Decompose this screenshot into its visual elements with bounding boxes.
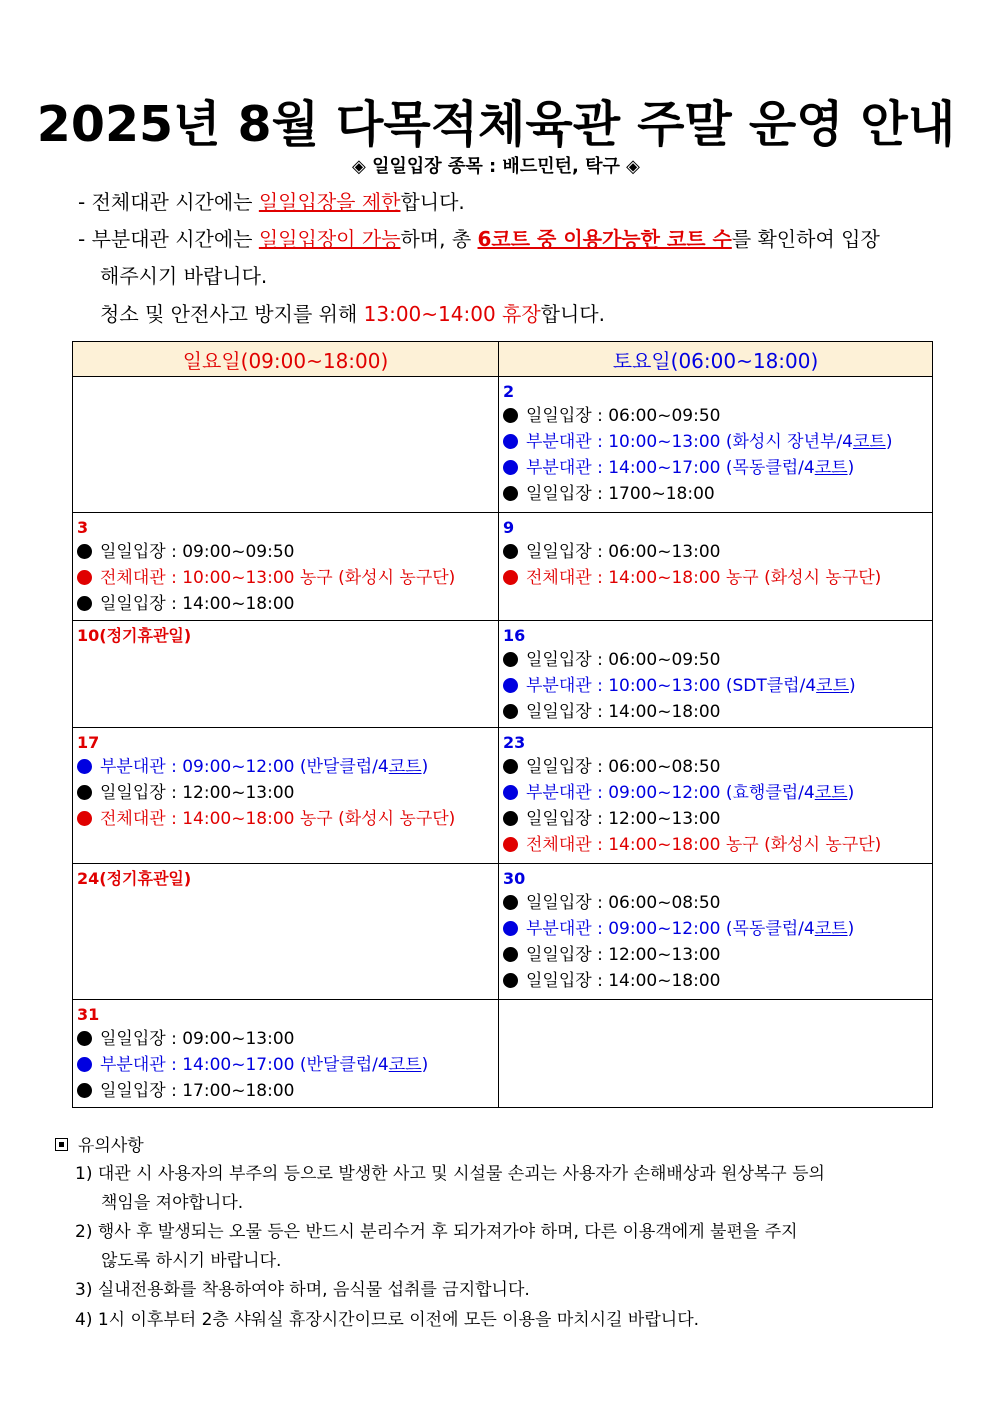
event-text: 일일입장 : 09:00~09:50 [100, 542, 295, 562]
event-text: 일일입장 : 12:00~13:00 [100, 783, 295, 803]
schedule-event [77, 780, 494, 806]
day-number: 17 [77, 733, 100, 752]
event-text: 일일입장 : 14:00~18:00 [526, 702, 721, 722]
event-text: 부분대관 : 10:00~13:00 (SDT클럽/4 [526, 676, 817, 696]
event-text: 부분대관 : 10:00~13:00 (화성시 장년부/4 [526, 432, 853, 452]
subtitle: ◈ 일일입장 종목 : 배드민턴, 탁구 ◈ [352, 156, 640, 177]
event-court-text: 코트 [816, 676, 849, 696]
schedule-event [77, 1026, 494, 1052]
event-text-end: ) [849, 676, 856, 696]
bullet-dot-icon [77, 596, 92, 611]
event-text: 일일입장 : 17:00~18:00 [100, 1081, 295, 1101]
event-court-text: 코트 [814, 919, 848, 939]
schedule-event [77, 1052, 494, 1078]
schedule-event [77, 1078, 494, 1104]
page-title: 2025년 8월 다목적체육관 주말 운영 안내 [36, 96, 956, 153]
sunday-cell [73, 377, 499, 513]
notice-text: - 부분대관 시간에는 [78, 227, 259, 251]
bullet-dot-icon [503, 921, 518, 936]
note-item-continued: 책임을 져야합니다. [101, 1193, 244, 1213]
schedule-table [72, 341, 933, 1108]
schedule-event [503, 699, 928, 725]
event-text: 일일입장 : 1700~18:00 [526, 484, 715, 504]
notes-heading [55, 1133, 952, 1159]
bullet-dot-icon [503, 811, 518, 826]
bullet-dot-icon [77, 1031, 92, 1046]
event-text: 부분대관 : 14:00~17:00 (반달클럽/4 [100, 1055, 389, 1075]
bullet-dot-icon [503, 895, 518, 910]
notice-text: - 전체대관 시간에는 [78, 190, 259, 214]
schedule-event [503, 647, 928, 673]
sunday-cell [73, 513, 499, 621]
event-text: 부분대관 : 14:00~17:00 (목동클럽/4 [526, 458, 815, 478]
saturday-cell [499, 864, 933, 1000]
sunday-cell [73, 1000, 499, 1108]
bullet-dot-icon [503, 652, 518, 667]
event-text-end: ) [847, 458, 855, 478]
notes-section [55, 1133, 952, 1335]
schedule-event [503, 942, 928, 968]
schedule-event [503, 403, 928, 429]
note-item-continued: 않도록 하시기 바랍니다. [101, 1251, 282, 1271]
bullet-dot-icon [77, 1057, 92, 1072]
schedule-event [77, 591, 494, 617]
event-text: 전체대관 : 10:00~13:00 농구 (화성시 농구단) [100, 568, 456, 588]
event-text-end: ) [885, 432, 893, 452]
table-header-row [73, 342, 933, 377]
event-text: 일일입장 : 14:00~18:00 [526, 971, 721, 991]
day-number: 2 [503, 382, 515, 401]
schedule-event [503, 806, 928, 832]
bullet-dot-icon [503, 704, 518, 719]
day-number: 23 [503, 733, 526, 752]
bullet-dot-icon [503, 759, 518, 774]
day-number: 31 [77, 1005, 100, 1024]
bullet-dot-icon [503, 678, 518, 693]
saturday-cell [499, 513, 933, 621]
note-item: 1) 대관 시 사용자의 부주의 등으로 발생한 사고 및 시설물 손괴는 사용자가 손해배상과 원상복구 등의 [75, 1164, 825, 1184]
notice-text: 합니다. [540, 302, 605, 326]
bullet-dot-icon [77, 785, 92, 800]
sunday-cell [73, 728, 499, 864]
schedule-event [77, 806, 494, 832]
sunday-cell [73, 864, 499, 1000]
event-text: 일일입장 : 06:00~13:00 [526, 542, 721, 562]
bullet-dot-icon [77, 570, 92, 585]
note-item: 3) 실내전용화를 착용하여야 하며, 음식물 섭취를 금지합니다. [75, 1280, 530, 1300]
sunday-cell [73, 621, 499, 728]
day-number: 9 [503, 518, 515, 537]
notice-line-2 [78, 223, 942, 252]
schedule-event [77, 754, 494, 780]
bullet-dot-icon [503, 460, 518, 475]
day-number: 24(정기휴관일) [77, 869, 192, 888]
event-text: 전체대관 : 14:00~18:00 농구 (화성시 농구단) [526, 835, 882, 855]
schedule-event [503, 539, 928, 565]
bullet-dot-icon [77, 811, 92, 826]
event-court-text: 코트 [814, 458, 848, 478]
saturday-cell [499, 621, 933, 728]
day-number: 30 [503, 869, 526, 888]
bullet-dot-icon [503, 837, 518, 852]
event-text-end: ) [847, 783, 855, 803]
schedule-event [503, 832, 928, 858]
header-sunday: 일요일(09:00~18:00) [73, 342, 499, 377]
notice-highlight: 13:00~14:00 휴장 [363, 302, 541, 326]
notice-line-1 [78, 186, 942, 215]
bullet-dot-icon [503, 785, 518, 800]
event-court-text: 코트 [852, 432, 886, 452]
bullet-dot-icon [503, 947, 518, 962]
event-text: 부분대관 : 09:00~12:00 (효행클럽/4 [526, 783, 815, 803]
saturday-cell [499, 728, 933, 864]
schedule-event [503, 780, 928, 806]
notice-highlight: 일일입장이 가능 [258, 227, 401, 251]
bullet-dot-icon [503, 544, 518, 559]
event-text: 일일입장 : 09:00~13:00 [100, 1029, 295, 1049]
schedule-event [503, 455, 928, 481]
bullet-dot-icon [503, 973, 518, 988]
event-text: 일일입장 : 06:00~09:50 [526, 406, 721, 426]
schedule-event [503, 481, 928, 507]
event-text: 일일입장 : 12:00~13:00 [526, 809, 721, 829]
event-text: 일일입장 : 14:00~18:00 [100, 594, 295, 614]
schedule-event [503, 890, 928, 916]
notice-highlight: 일일입장을 제한 [258, 190, 401, 214]
table-row [73, 864, 933, 1000]
bullet-dot-icon [77, 544, 92, 559]
bullet-dot-icon [503, 486, 518, 501]
schedule-event [503, 754, 928, 780]
notice-text: 를 확인하여 입장 [731, 227, 880, 251]
notice-line-4 [100, 298, 942, 327]
day-number: 3 [77, 518, 89, 537]
day-number: 16 [503, 626, 526, 645]
event-text: 일일입장 : 06:00~09:50 [526, 650, 721, 670]
table-row [73, 728, 933, 864]
event-text: 부분대관 : 09:00~12:00 (목동클럽/4 [526, 919, 815, 939]
schedule-event [77, 565, 494, 591]
event-text: 부분대관 : 09:00~12:00 (반달클럽/4 [100, 757, 389, 777]
schedule-event [503, 673, 928, 699]
note-item: 4) 1시 이후부터 2층 샤워실 휴장시간이므로 이전에 모든 이용을 마치시길 바랍니다. [75, 1310, 700, 1330]
event-text: 일일입장 : 12:00~13:00 [526, 945, 721, 965]
event-court-text: 코트 [814, 783, 848, 803]
event-text-end: ) [421, 1055, 429, 1075]
bullet-dot-icon [77, 1083, 92, 1098]
table-row [73, 377, 933, 513]
notice-line-3: 해주시기 바랍니다. [100, 264, 268, 288]
table-row [73, 621, 933, 728]
table-row [73, 1000, 933, 1108]
day-number: 10(정기휴관일) [77, 626, 192, 645]
bullet-dot-icon [503, 434, 518, 449]
bullet-dot-icon [503, 570, 518, 585]
event-text: 일일입장 : 06:00~08:50 [526, 757, 721, 777]
event-court-text: 코트 [388, 1055, 422, 1075]
square-bullet-icon [55, 1138, 68, 1151]
event-text: 일일입장 : 06:00~08:50 [526, 893, 721, 913]
notice-text: 하며, 총 [400, 227, 478, 251]
schedule-event [77, 539, 494, 565]
notes-heading-text: 유의사항 [78, 1136, 144, 1156]
schedule-event [503, 916, 928, 942]
notice-text: 청소 및 안전사고 방지를 위해 [100, 302, 364, 326]
event-text-end: ) [847, 919, 855, 939]
schedule-event [503, 429, 928, 455]
header-saturday: 토요일(06:00~18:00) [499, 342, 933, 377]
event-text: 전체대관 : 14:00~18:00 농구 (화성시 농구단) [100, 809, 456, 829]
bullet-dot-icon [77, 759, 92, 774]
notice-text: 합니다. [400, 190, 465, 214]
note-item: 2) 행사 후 발생되는 오물 등은 반드시 분리수거 후 되가져가야 하며, 다른 이용객에게 불편을 주지 [75, 1222, 798, 1242]
event-court-text: 코트 [388, 757, 422, 777]
event-text: 전체대관 : 14:00~18:00 농구 (화성시 농구단) [526, 568, 882, 588]
notice-highlight: 6코트 중 이용가능한 코트 수 [477, 227, 732, 251]
schedule-event [503, 565, 928, 591]
saturday-cell [499, 1000, 933, 1108]
schedule-event [503, 968, 928, 994]
bullet-dot-icon [503, 408, 518, 423]
saturday-cell [499, 377, 933, 513]
table-row [73, 513, 933, 621]
event-text-end: ) [421, 757, 429, 777]
